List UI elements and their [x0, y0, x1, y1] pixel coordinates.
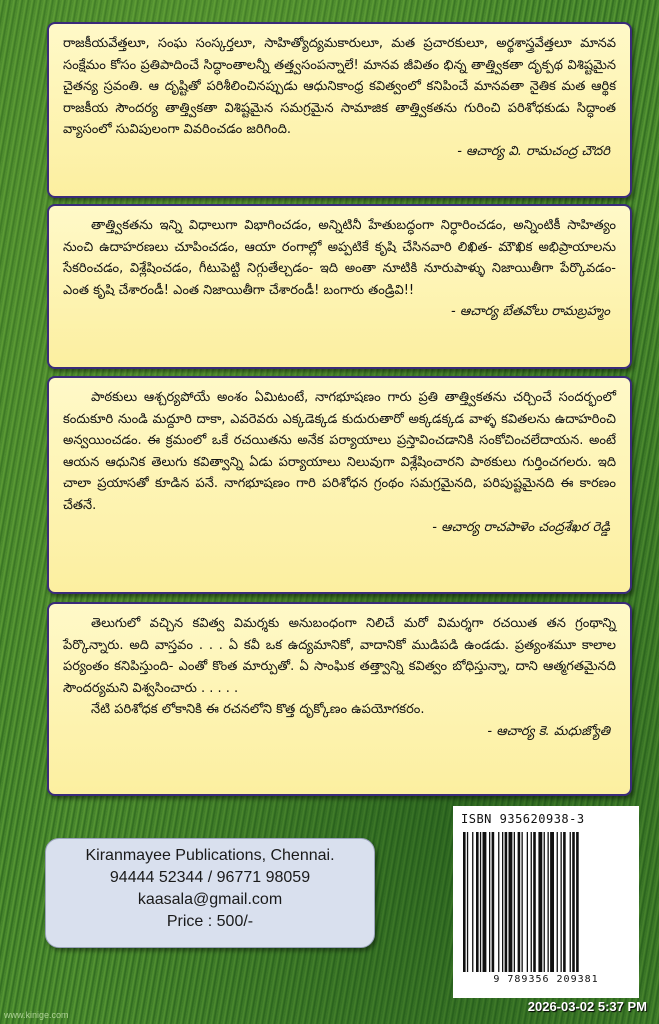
review-panel-1	[47, 22, 632, 198]
review-signature-3: - ఆచార్య రాచపాళెం చంద్రశేఖర రెడ్డి	[432, 519, 610, 535]
review-text-1: రాజకీయవేత్తలూ, సంఘ సంస్కర్తలూ, సాహిత్యోద్యమకారులూ, మత ప్రచారకులూ, అర్థశాస్త్రవేత్తలూ మానవ సంక్షేమం కోసం ప్రతిపాదించే సిద్ధాంతాలన్నీ తత్త్వసంపన్నాలే! మానవ జీవితం భిన్న తాత్త్వికతా దృక్పథ విశిష్టమైన చైతన్య స్రవంతి. ఆ దృష్టితో పరిశీలించినప్పుడు ఆధునికాంధ్ర కవిత్వంలో కనిపించే మానవతా నైతిక మత ఆర్థిక రాజకీయ సౌందర్య తాత్త్వికతా విశిష్టమైన సమగ్రమైన సామాజిక తాత్త్వికతను గురించి పరిశోధకుడు సిద్ధాంత వ్యాసంలో సువిపులంగా వివరించడం జరిగింది.	[63, 36, 616, 138]
publisher-box	[45, 838, 375, 948]
review-panel-2	[47, 204, 632, 369]
publisher-email: kaasala@gmail.com	[137, 891, 283, 908]
timestamp: 2026-03-02 5:37 PM	[527, 999, 647, 1014]
price-label: Price : 500/-	[166, 913, 254, 930]
review-signature-4: - ఆచార్య కె. మధుజ్యోతి	[487, 723, 610, 739]
isbn-label: ISBN 935620938-3	[461, 812, 585, 826]
review-text-4: తెలుగులో వచ్చిన కవిత్వ విమర్శకు అనుబంధంగా నిలిచే మరో విమర్శగా రచయిత తన గ్రంథాన్ని పేర్కొన్నారు. అది వాస్తవం . . . ఏ కవీ ఒక ఉద్యమానికో, వాదానికో ముడిపడి ఉండడు. ప్రత్యంశమూ కాలాల పర్యంతం కనిపిస్తుంది- ఎంతో కొంత మార్పుతో. ఏ సాంఘిక తత్త్వాన్ని కవిత్వం బోధిస్తున్నా, దాని ఆత్మగతమైనది సౌందర్యమని విశ్వసించారు . . . . .	[63, 616, 616, 696]
review-text-4b: నేటి పరిశోధక లోకానికి ఈ రచనలోని కొత్త దృక్కోణం ఉపయోగకరం.	[91, 702, 425, 718]
barcode-icon	[461, 832, 631, 972]
review-signature-1: - ఆచార్య వి. రామచంద్ర చౌదరి	[457, 143, 610, 159]
review-text-2: తాత్త్వికతను ఇన్ని విధాలుగా విభాగించడం, అన్నిటినీ హేతుబద్ధంగా నిర్ధారించడం, అన్నింటికీ సాహిత్యం నుంచి ఉదాహరణలు చూపించడం, ఆయా రంగాల్లో అప్పటికే కృషి చేసినవారి లిఖిత- మౌఖిక అభిప్రాయాలను సేకరించడం, విశ్లేషించడం, గీటుపెట్టి నిగ్గుతేల్చడం- ఇది అంతా నూటికి నూరుపాళ్ళు నిజాయితీగా పేర్కొవడం- ఎంత కృషి చేశారండీ! ఎంత నిజాయితీగా చేశారండీ! బంగారు తండ్రివి!!	[63, 218, 616, 298]
publisher-name: Kiranmayee Publications, Chennai.	[85, 847, 335, 864]
isbn-number: 9 789356 209381	[493, 974, 599, 985]
review-panel-4	[47, 602, 632, 796]
publisher-phones: 94444 52344 / 96771 98059	[109, 869, 311, 886]
review-text-3: పాఠకులు ఆశ్చర్యపోయే అంశం ఏమిటంటే, నాగభూషణం గారు ప్రతి తాత్త్వికతను చర్చించే సందర్భంలో కందుకూరి నుండి మద్దూరి దాకా, ఎవరెవరు ఎక్కడెక్కడ కుదురుతారో అక్కడక్కడ వాళ్ళ కవితలను ఉదాహరించి అన్వయించడం. ఈ క్రమంలో ఒకే రచయితను అనేక పర్యాయాలు ప్రస్తావించడానికి సంకోచించలేదాయన. అంటే ఆయన ఆధునిక తెలుగు కవిత్వాన్ని ఏడు పర్యాయాలు నిలువుగా విశ్లేషించారని పాఠకులు గుర్తించగలరు. ఇది చాలా ప్రయాసతో కూడిన పనే. నాగభూషణం గారి పరిశోధన గ్రంథం సమగ్రమైనది, పరిపుష్టమైనది ఈ కారణం చేతనే.	[63, 390, 616, 513]
isbn-barcode-block	[453, 806, 639, 998]
watermark: www.kinige.com	[4, 1010, 69, 1020]
review-signature-2: - ఆచార్య బేతవోలు రామబ్రహ్మం	[451, 304, 610, 320]
review-panel-3	[47, 376, 632, 594]
